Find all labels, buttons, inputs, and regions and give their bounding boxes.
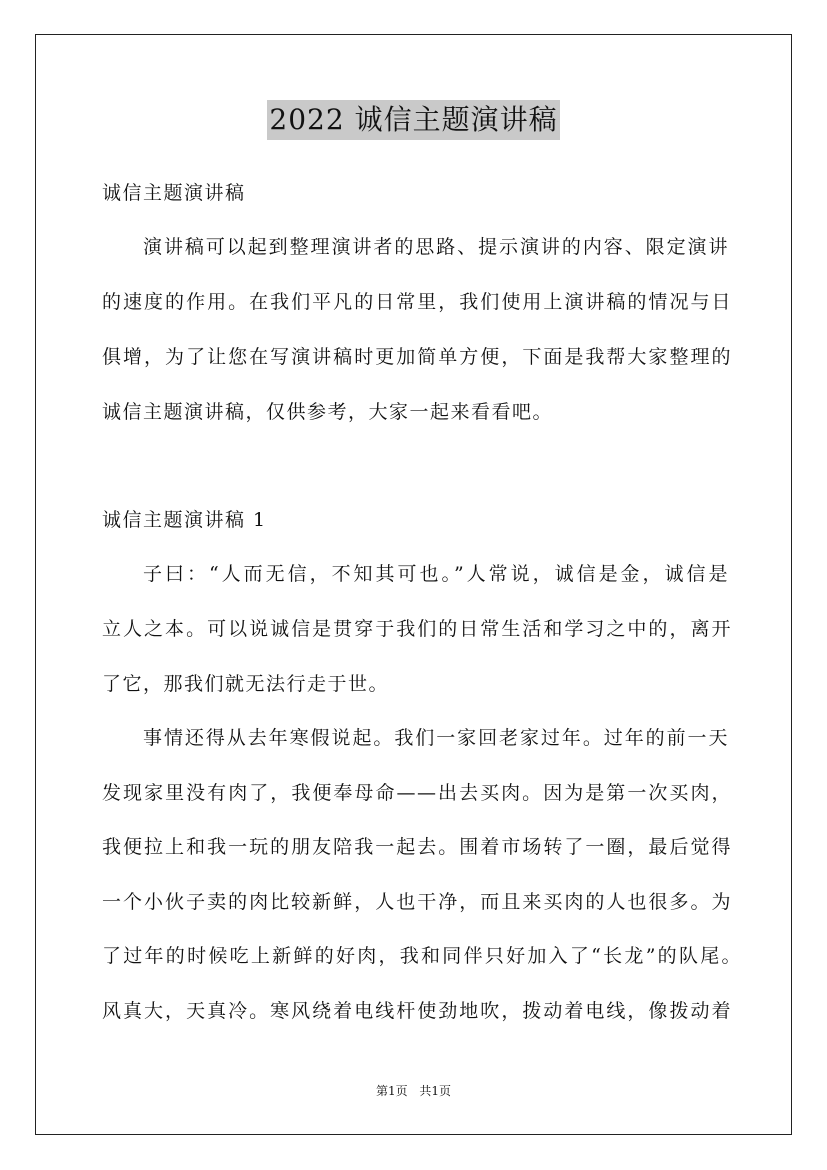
body-line: 发现家里没有肉了，我便奉母命——出去买肉。因为是第一次买肉， — [102, 782, 732, 804]
body-line: 了过年的时候吃上新鲜的好肉，我和同伴只好加入了“长龙”的队尾。 — [102, 945, 742, 967]
document-title-wrap — [0, 100, 827, 140]
body-line: 风真大，天真冷。寒风绕着电线杆使劲地吹，拨动着电线，像拨动着 — [102, 1000, 732, 1022]
intro-line: 演讲稿可以起到整理演讲者的思路、提示演讲的内容、限定演讲 — [143, 236, 729, 258]
body-line: 立人之本。可以说诚信是贯穿于我们的日常生活和学习之中的，离开 — [102, 618, 732, 640]
intro-line: 诚信主题演讲稿，仅供参考，大家一起来看看吧。 — [102, 401, 554, 423]
page-total: 共1页 — [419, 1084, 452, 1098]
intro-line: 的速度的作用。在我们平凡的日常里，我们使用上演讲稿的情况与日 — [102, 291, 732, 313]
page-footer — [0, 1083, 827, 1099]
document-title: 2022 诚信主题演讲稿 — [267, 100, 559, 140]
body-line: 了它，那我们就无法行走于世。 — [102, 673, 390, 695]
page-number: 第1页 — [375, 1084, 408, 1098]
body-line: 子曰：“人而无信，不知其可也。”人常说，诚信是金，诚信是 — [143, 563, 729, 585]
section-heading: 诚信主题演讲稿 1 — [102, 509, 267, 531]
section-heading: 诚信主题演讲稿 — [102, 182, 246, 204]
intro-line: 俱增，为了让您在写演讲稿时更加简单方便，下面是我帮大家整理的 — [102, 346, 732, 368]
body-line: 事情还得从去年寒假说起。我们一家回老家过年。过年的前一天 — [143, 727, 729, 749]
body-line: 一个小伙子卖的肉比较新鲜，人也干净，而且来买肉的人也很多。为 — [102, 891, 732, 913]
body-line: 我便拉上和我一玩的朋友陪我一起去。围着市场转了一圈，最后觉得 — [102, 836, 732, 858]
